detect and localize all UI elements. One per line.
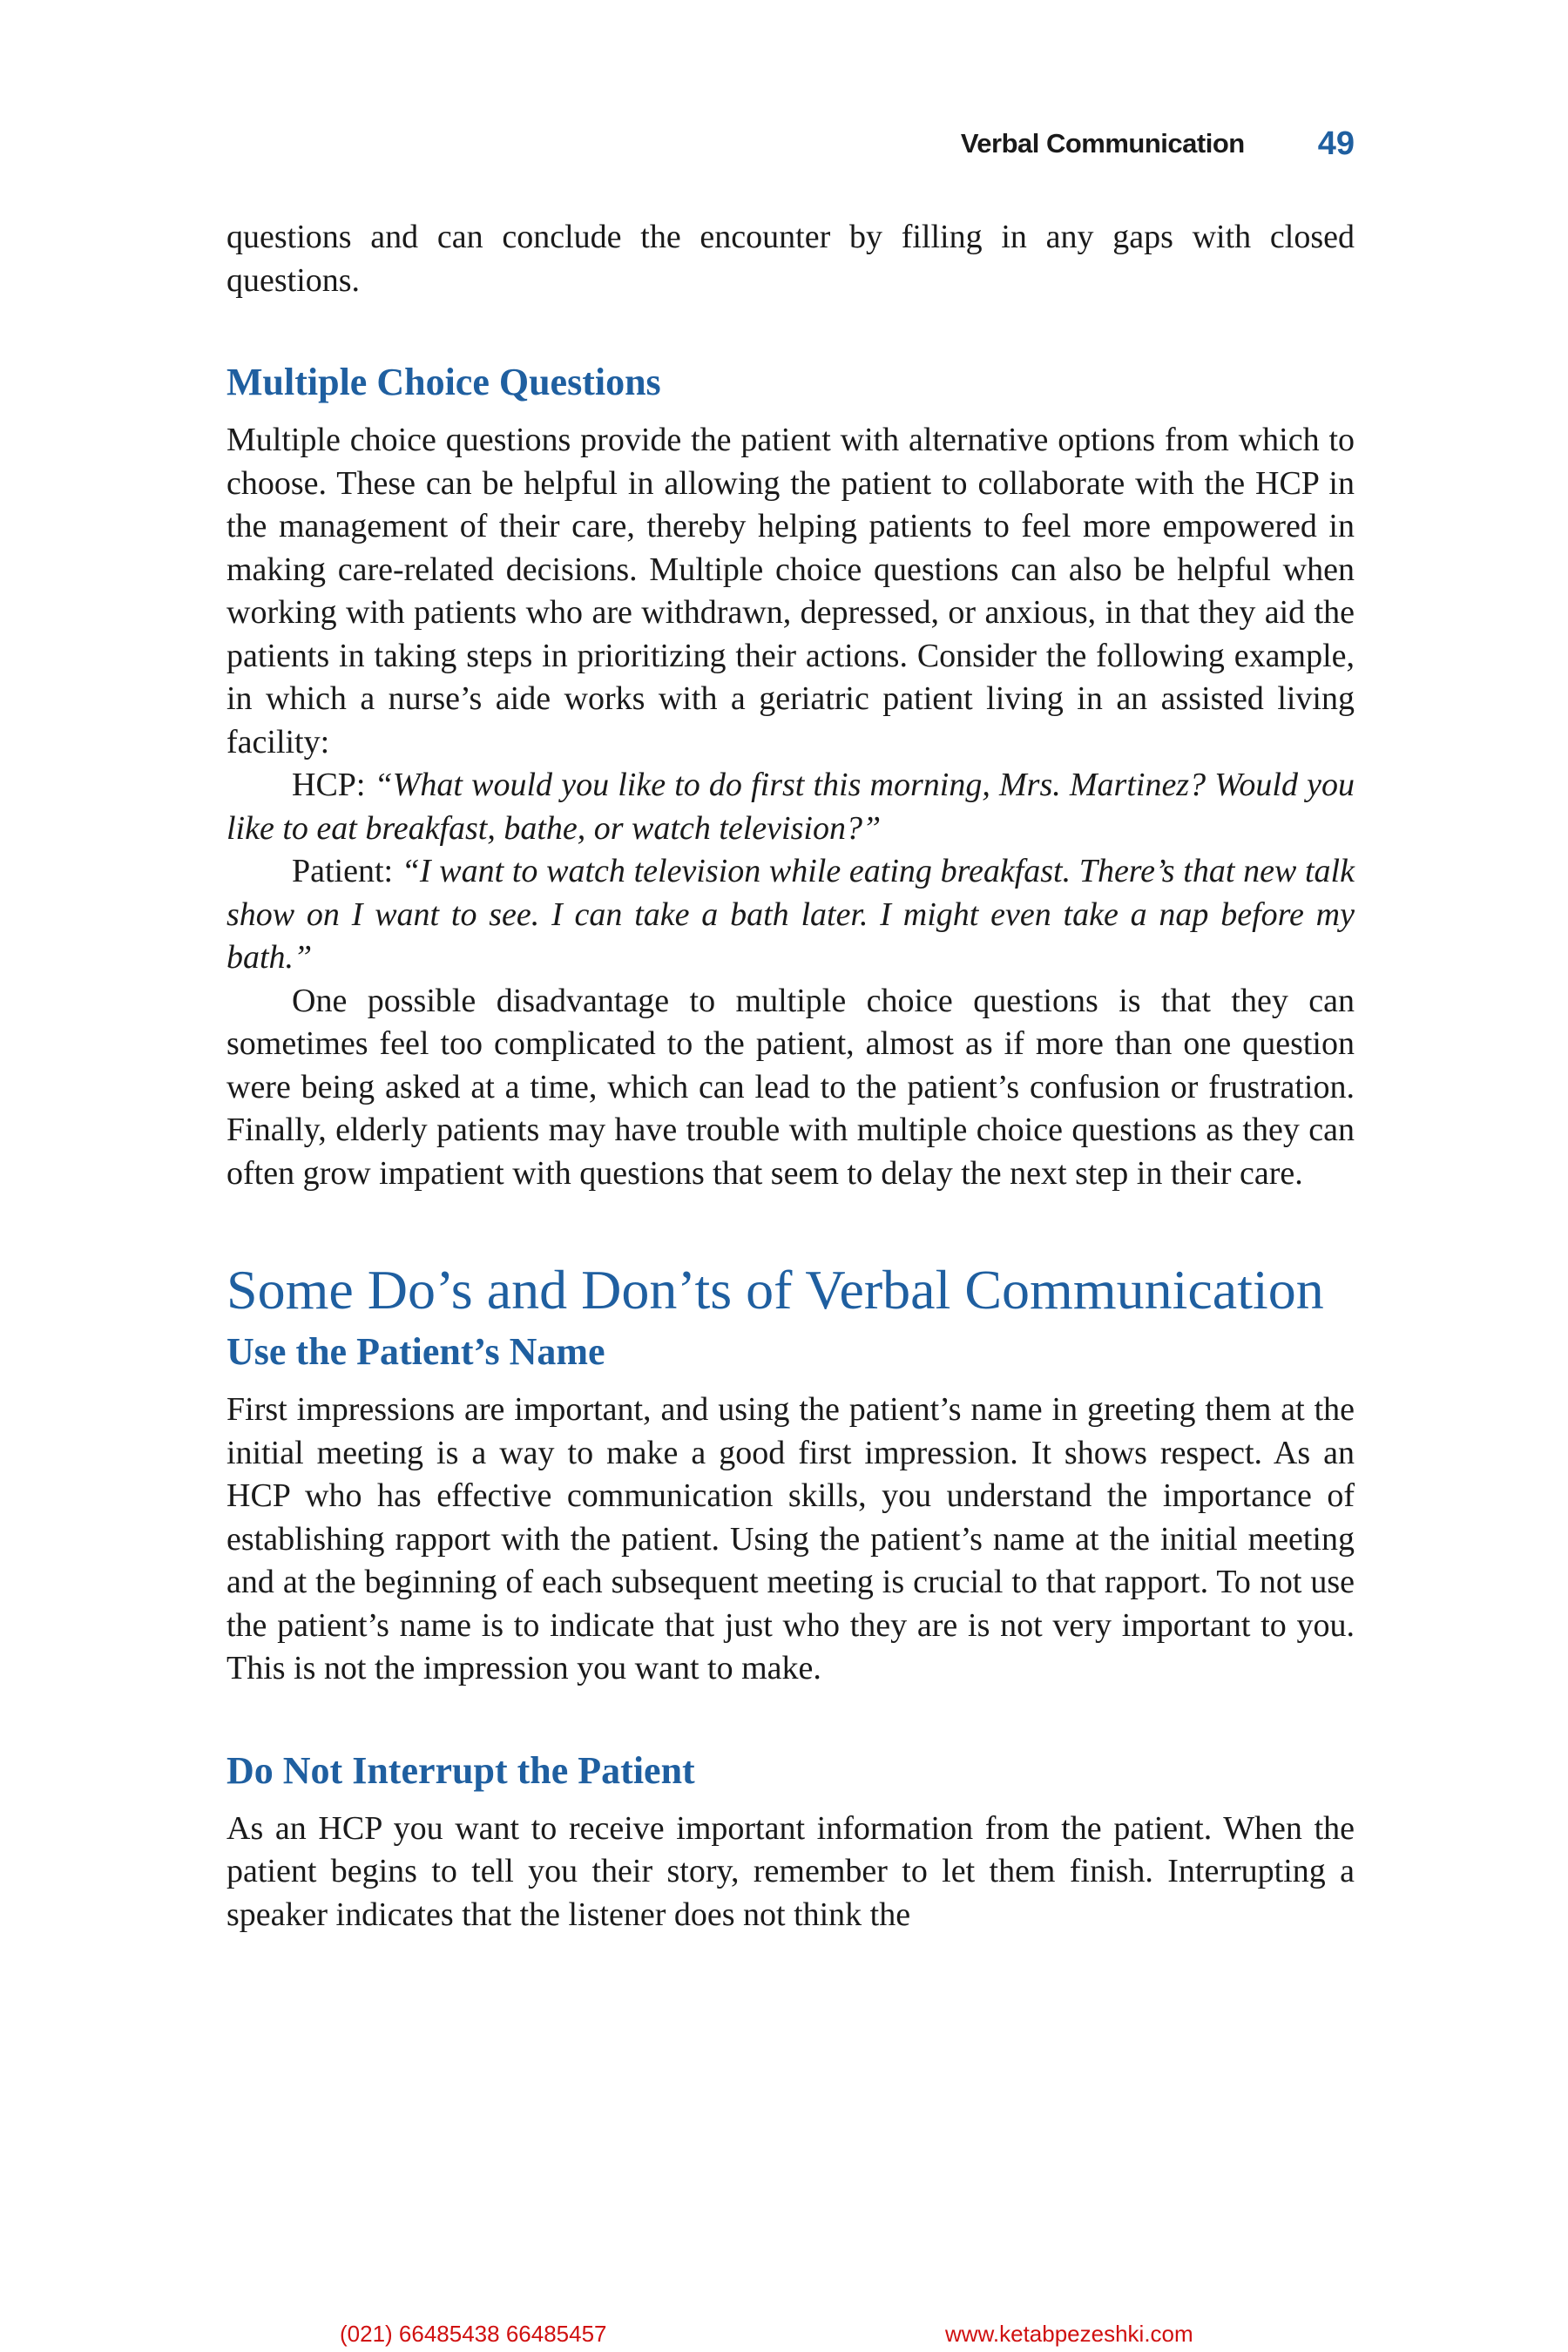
footer-website: www.ketabpezeshki.com <box>945 2321 1193 2347</box>
paragraph-use-patient-name: First impressions are important, and using the patient’s name in greeting them at the initial meeting is a way to make a good first impression. It shows respect. As an HCP who has effective communication skills, you understand the importance of establishing rapport with the patient. Using the patient’s name at the initial meeting and at the beginning of each subsequent meeting is crucial to that rapport. To not use the patient’s name is to indicate that just who they are is not very important to you. This is not the impression you want to make. <box>226 1391 1355 1686</box>
paragraph-intro: questions and can conclude the encounter by filling in any gaps with closed questions. <box>226 219 1355 299</box>
dialogue-patient <box>226 850 1355 980</box>
page-footer <box>0 2321 1568 2347</box>
paragraph-multiple-choice-2: One possible disadvantage to multiple choice questions is that they can sometimes feel too complicated to the patient, almost as if more than one question were being asked at a time, which can lead to the patient’s confusion or frustration. Finally, elderly patients may have trouble with multiple choice questions as they can often grow impatient with questions that seem to delay the next step in their care. <box>226 982 1355 1192</box>
dialogue-hcp <box>226 764 1355 850</box>
heading-dos-and-donts: Some Do’s and Don’ts of Verbal Communication <box>226 1259 1324 1321</box>
heading-multiple-choice: Multiple Choice Questions <box>226 361 661 403</box>
running-head <box>871 122 1355 166</box>
footer-phone: (021) 66485438 66485457 <box>340 2321 607 2347</box>
dialogue-patient-text: “I want to watch television while eating breakfast. There’s that new talk show on I want to see. I can take a bath later. I might even take a nap before my bath.” <box>226 853 1355 976</box>
heading-use-patient-name: Use the Patient’s Name <box>226 1330 605 1373</box>
dialogue-hcp-text: “What would you like to do first this morning, Mrs. Martinez? Would you like to eat breakfast, bathe, or watch television?” <box>226 767 1355 847</box>
paragraph-multiple-choice-1: Multiple choice questions provide the patient with alternative options from which to choose. These can be helpful in allowing the patient to collaborate with the HCP in the management of their care, thereby helping patients to feel more empowered in making care-related decisions. Multiple choice questions can also be helpful when working with patients who are withdrawn, depressed, or anxious, in that they aid the patients in taking steps in prioritizing their actions. Consider the following example, in which a nurse’s aide works with a geriatric patient living in an assisted living facility: <box>226 422 1355 760</box>
heading-do-not-interrupt: Do Not Interrupt the Patient <box>226 1748 695 1792</box>
dialogue-hcp-speaker: HCP: <box>292 767 375 803</box>
page-number: 49 <box>1317 125 1355 162</box>
dialogue-patient-speaker: Patient: <box>292 853 402 889</box>
running-title: Verbal Communication <box>960 128 1245 159</box>
paragraph-do-not-interrupt: As an HCP you want to receive important information from the patient. When the patient begins to tell you their story, remember to let them finish. Interrupting a speaker indicates that the listener does not think the <box>226 1809 1355 1933</box>
page-body <box>226 216 1355 1936</box>
